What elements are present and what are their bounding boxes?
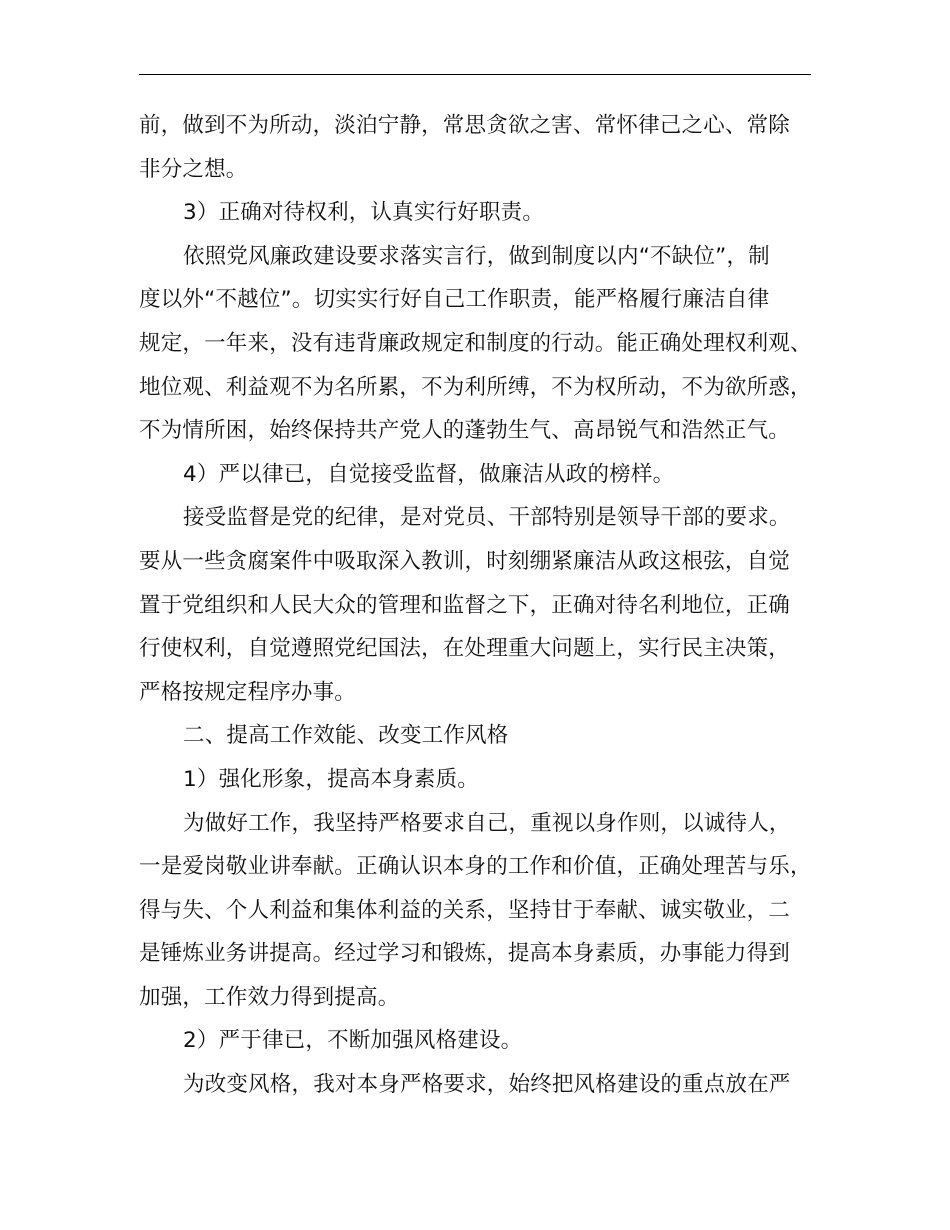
text-line: 加强，工作效力得到提高。 [139,984,400,1010]
text-line: 严格按规定程序办事。 [139,679,357,705]
text-line: 要从一些贪腐案件中吸取深入教训，时刻绷紧廉洁从政这根弦，自觉 [139,548,791,574]
text-line: 规定，一年来，没有违背廉政规定和制度的行动。能正确处理权利观、 [139,330,812,356]
subheading: 2）严于律已，不断加强风格建设。 [183,1028,523,1054]
text-line: 依照党风廉政建设要求落实言行，做到制度以内“不缺位”，制 [183,243,770,269]
text-line: 为改变风格，我对本身严格要求，始终把风格建设的重点放在严 [183,1072,791,1098]
text-line: 地位观、利益观不为名所累，不为利所缚，不为权所动，不为欲所惑， [139,374,812,400]
text-line: 为做好工作，我坚持严格要求自己，重视以身作则，以诚待人， [183,810,791,836]
document-body [139,104,811,1107]
subheading: 1）强化形象，提高本身素质。 [183,766,479,792]
text-line: 行使权利，自觉遵照党纪国法，在处理重大问题上，实行民主决策， [139,636,791,662]
text-line: 非分之想。 [139,156,248,182]
section-heading: 二、提高工作效能、改变工作风格 [183,723,509,749]
subheading: 4）严以律已，自觉接受监督，做廉洁从政的榜样。 [183,461,675,487]
header-rule [139,74,811,75]
text-line: 置于党组织和人民大众的管理和监督之下，正确对待名利地位，正确 [139,592,791,618]
subheading: 3）正确对待权利，认真实行好职责。 [183,200,545,226]
text-line: 不为情所困，始终保持共产党人的蓬勃生气、高昂锐气和浩然正气。 [139,418,791,444]
text-line: 得与失、个人利益和集体利益的关系，坚持甘于奉献、诚实敬业，二 [139,897,791,923]
text-line: 一是爱岗敬业讲奉献。正确认识本身的工作和价值，正确处理苦与乐， [139,854,812,880]
text-line: 前，做到不为所动，淡泊宁静，常思贪欲之害、常怀律己之心、常除 [139,113,791,138]
text-line: 度以外“不越位”。切实实行好自己工作职责，能严格履行廉洁自律 [139,287,770,313]
text-line: 接受监督是党的纪律，是对党员、干部特别是领导干部的要求。 [183,505,791,531]
text-line: 是锤炼业务讲提高。经过学习和锻炼，提高本身素质，办事能力得到 [139,941,791,967]
